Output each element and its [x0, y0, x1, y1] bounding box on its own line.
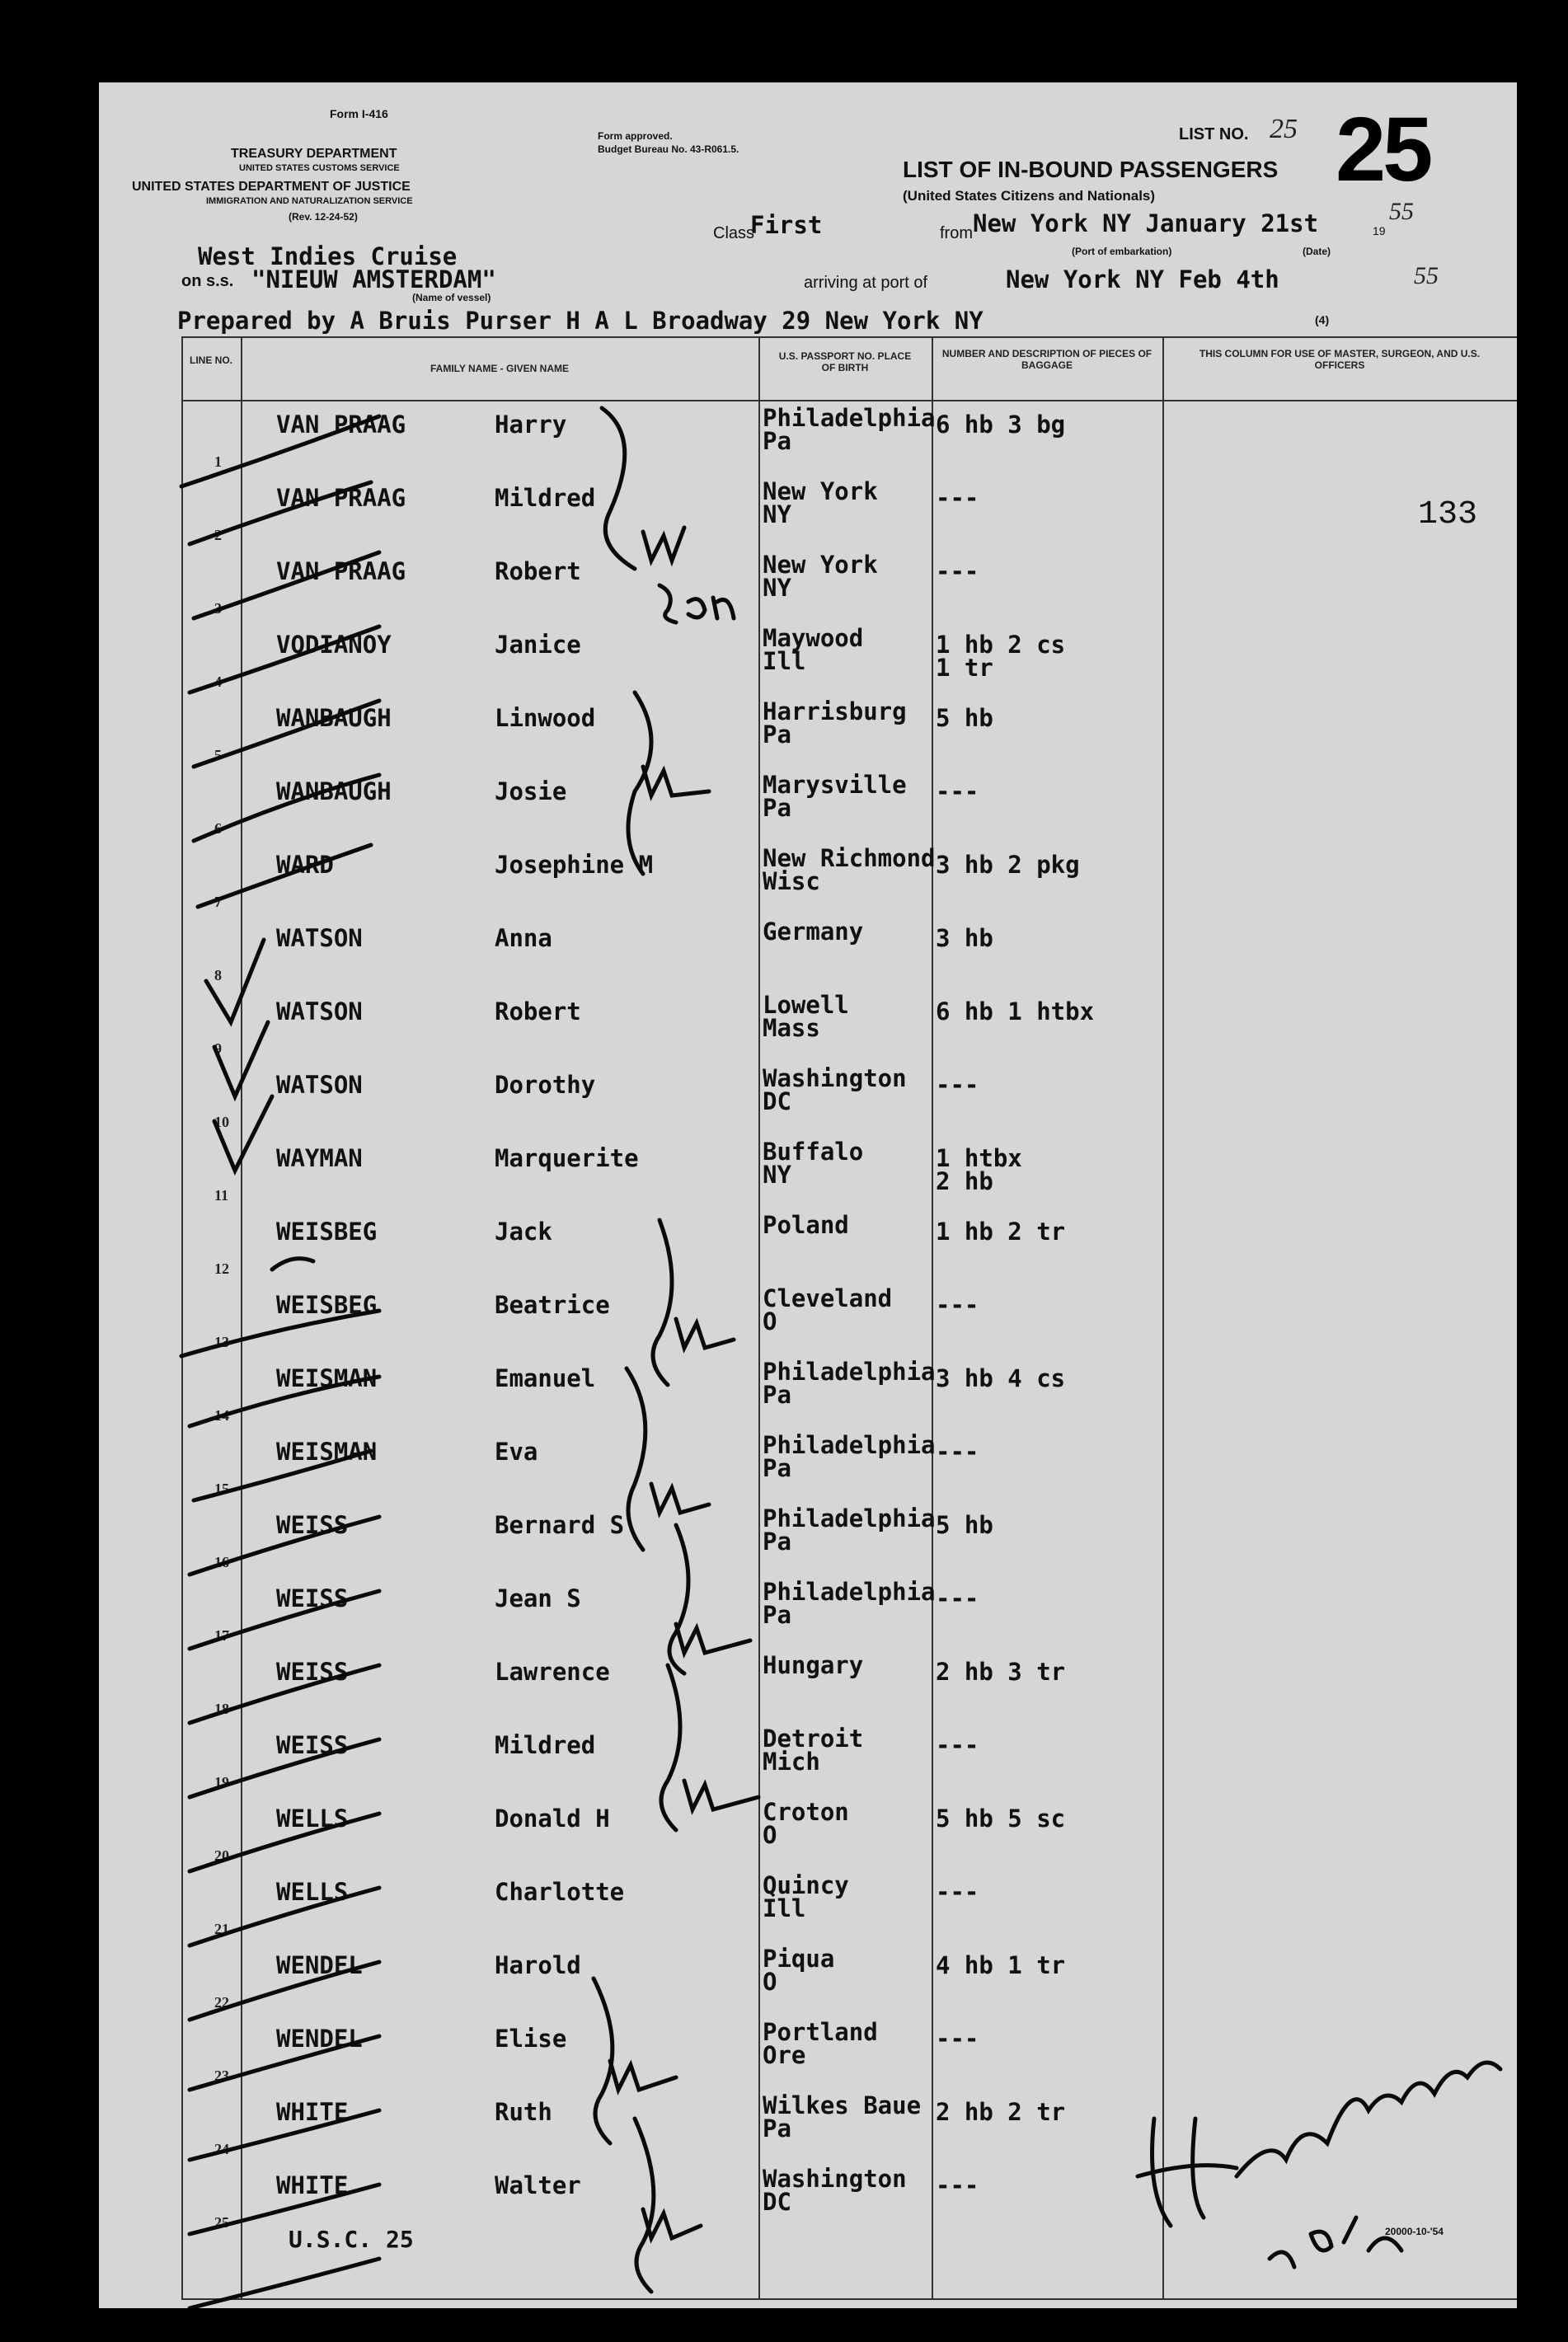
form-number: Form I-416 [330, 107, 388, 120]
line-number: 12 [214, 1260, 229, 1277]
birthplace-line2: Pa [763, 1454, 791, 1482]
birthplace-line1: New Richmond [763, 844, 936, 872]
birthplace-line1: Philadelphia [763, 1504, 936, 1532]
embarkation-value: New York NY January 21st [973, 209, 1319, 237]
family-name: VODIANOY [276, 631, 392, 659]
baggage-line1: --- [936, 484, 979, 512]
line-number: 5 [214, 747, 222, 763]
given-name: Jean S [495, 1584, 581, 1612]
line-number: 17 [214, 1627, 229, 1644]
family-name: VAN PRAAG [276, 411, 406, 439]
arrival-year: 55 [1414, 262, 1439, 289]
arriving-label: arriving at port of [804, 274, 928, 292]
baggage-line1: 2 hb 3 tr [936, 1658, 1066, 1686]
line-number: 15 [214, 1481, 229, 1497]
family-name: WENDEL [276, 1951, 363, 1979]
code-4: (4) [1315, 313, 1330, 326]
family-name: WATSON [276, 997, 363, 1026]
line-number: 10 [214, 1114, 229, 1130]
birthplace-line2: Mich [763, 1748, 820, 1776]
handwritten-annotations [99, 82, 1517, 2308]
birthplace-line1: Detroit [763, 1725, 864, 1753]
given-name: Janice [495, 631, 581, 659]
baggage-line1: 2 hb 2 tr [936, 2098, 1066, 2126]
baggage-line1: 3 hb 2 pkg [936, 851, 1080, 879]
baggage-line1: 6 hb 3 bg [936, 411, 1066, 439]
line-number: 24 [214, 2141, 229, 2157]
given-name: Beatrice [495, 1291, 610, 1319]
birthplace-line2: Pa [763, 1601, 791, 1629]
justice-dept: UNITED STATES DEPARTMENT OF JUSTICE [132, 180, 411, 194]
port-embarkation-label: (Port of embarkation) [1072, 246, 1172, 257]
given-name: Josie [495, 777, 567, 805]
birthplace-line1: Maywood [763, 624, 864, 652]
passenger-manifest-sheet [99, 82, 1517, 2308]
birthplace-line2: Mass [763, 1014, 820, 1042]
line-number: 18 [214, 1701, 229, 1717]
birthplace-line1: Buffalo [763, 1138, 864, 1166]
list-no-stamp: 25 [1336, 99, 1430, 200]
given-name: Lawrence [495, 1658, 610, 1686]
baggage-line1: --- [936, 2025, 979, 2053]
family-name: WATSON [276, 1071, 363, 1099]
budget-bureau: Budget Bureau No. 43-R061.5. [598, 143, 739, 155]
given-name: Donald H [495, 1805, 610, 1833]
given-name: Elise [495, 2025, 567, 2053]
vessel-label: (Name of vessel) [412, 292, 491, 303]
birthplace-line1: Piqua [763, 1945, 835, 1973]
given-name: Charlotte [495, 1878, 625, 1906]
birthplace-line1: New York [763, 551, 878, 579]
family-name: WENDEL [276, 2025, 363, 2053]
family-name: VAN PRAAG [276, 557, 406, 585]
birthplace-line1: Poland [763, 1211, 849, 1239]
birthplace-line2: DC [763, 1087, 791, 1115]
given-name: Eva [495, 1438, 538, 1466]
given-name: Walter [495, 2171, 581, 2199]
line-number: 14 [214, 1407, 229, 1424]
given-name: Robert [495, 557, 581, 585]
given-name: Jack [495, 1218, 552, 1246]
birthplace-line1: Hungary [763, 1651, 864, 1679]
birthplace-line2: Wisc [763, 867, 820, 895]
margin-number: 133 [1418, 496, 1478, 533]
baggage-line1: --- [936, 777, 979, 805]
family-name: WHITE [276, 2171, 349, 2199]
baggage-line1: --- [936, 1584, 979, 1612]
birthplace-line2: Ill [763, 647, 806, 675]
line-number: 19 [214, 1774, 229, 1791]
given-name: Marquerite [495, 1144, 639, 1172]
family-name: WEISS [276, 1584, 349, 1612]
class-label: Class [713, 224, 755, 242]
line-number: 21 [214, 1921, 229, 1937]
birthplace-line1: Quincy [763, 1871, 849, 1899]
line-number: 3 [214, 600, 222, 617]
given-name: Mildred [495, 1731, 596, 1759]
family-name: VAN PRAAG [276, 484, 406, 512]
birthplace-line1: Philadelphia [763, 1578, 936, 1606]
given-name: Anna [495, 924, 552, 952]
family-name: WANBAUGH [276, 704, 392, 732]
family-name: WEISMAN [276, 1364, 378, 1392]
footer-left: U.S.C. 25 [289, 2226, 414, 2253]
line-number: 1 [214, 453, 222, 470]
ins-service: IMMIGRATION AND NATURALIZATION SERVICE [206, 196, 413, 206]
date-label: (Date) [1303, 246, 1331, 257]
birthplace-line2: O [763, 1821, 777, 1849]
line-number: 9 [214, 1040, 222, 1057]
col-header-officers: THIS COLUMN FOR USE OF MASTER, SURGEON, AND U.S. OFFICERS [1199, 348, 1481, 371]
birthplace-line2: DC [763, 2188, 791, 2216]
birthplace-line1: Washington [763, 2165, 907, 2193]
cruise-name: West Indies Cruise [198, 242, 458, 270]
from-label: from [940, 224, 973, 242]
col-header-baggage: NUMBER AND DESCRIPTION OF PIECES OF BAGGAGE [941, 348, 1153, 371]
birthplace-line1: Wilkes Baue [763, 2091, 922, 2119]
vessel-name: "NIEUW AMSTERDAM" [251, 265, 496, 293]
baggage-line1: 4 hb 1 tr [936, 1951, 1066, 1979]
document-title: LIST OF IN-BOUND PASSENGERS [903, 157, 1279, 182]
birthplace-line1: Portland [763, 2018, 878, 2046]
family-name: WEISS [276, 1511, 349, 1539]
birthplace-line2: NY [763, 500, 791, 528]
birthplace-line2: Pa [763, 1528, 791, 1556]
baggage-line1: --- [936, 1071, 979, 1099]
birthplace-line2: Pa [763, 2114, 791, 2143]
line-number: 2 [214, 527, 222, 543]
col-header-name: FAMILY NAME - GIVEN NAME [430, 363, 570, 374]
birthplace-line2: O [763, 1968, 777, 1996]
given-name: Harold [495, 1951, 581, 1979]
birthplace-line1: Washington [763, 1064, 907, 1092]
given-name: Linwood [495, 704, 596, 732]
treasury-dept: TREASURY DEPARTMENT [231, 147, 397, 161]
given-name: Ruth [495, 2098, 552, 2126]
baggage-line1: 5 hb [936, 704, 993, 732]
on-ss-label: on s.s. [181, 272, 234, 290]
birthplace-line2: Ill [763, 1894, 806, 1922]
baggage-line1: --- [936, 557, 979, 585]
birthplace-line2: Pa [763, 1381, 791, 1409]
line-number: 11 [214, 1187, 229, 1204]
line-number: 4 [214, 674, 222, 690]
birthplace-line2: Pa [763, 794, 791, 822]
baggage-line1: 5 hb [936, 1511, 993, 1539]
family-name: WEISBEG [276, 1218, 378, 1246]
family-name: WELLS [276, 1878, 349, 1906]
birthplace-line1: New York [763, 477, 878, 505]
family-name: WEISS [276, 1658, 349, 1686]
birthplace-line1: Marysville [763, 771, 907, 799]
baggage-line1: 3 hb [936, 924, 993, 952]
birthplace-line2: NY [763, 574, 791, 602]
line-number: 20 [214, 1847, 229, 1864]
family-name: WHITE [276, 2098, 349, 2126]
birthplace-line1: Lowell [763, 991, 849, 1019]
arrival-value: New York NY Feb 4th [1006, 265, 1279, 293]
family-name: WEISS [276, 1731, 349, 1759]
birthplace-line1: Harrisburg [763, 697, 907, 725]
baggage-line1: --- [936, 1438, 979, 1466]
birthplace-line1: Germany [763, 918, 864, 946]
line-number: 25 [214, 2214, 229, 2231]
birthplace-line2: Pa [763, 720, 791, 749]
birthplace-line2: Ore [763, 2041, 806, 2069]
list-no-label: LIST NO. [1179, 125, 1249, 143]
family-name: WEISMAN [276, 1438, 378, 1466]
baggage-line1: 6 hb 1 htbx [936, 997, 1095, 1026]
list-no-handwritten: 25 [1270, 114, 1298, 144]
baggage-line1: --- [936, 2171, 979, 2199]
given-name: Josephine M [495, 851, 654, 879]
birthplace-line2: O [763, 1307, 777, 1335]
col-header-line: LINE NO. [189, 354, 232, 366]
birthplace-line1: Philadelphia [763, 1431, 936, 1459]
line-number: 8 [214, 967, 222, 983]
family-name: WELLS [276, 1805, 349, 1833]
baggage-line1: 3 hb 4 cs [936, 1364, 1066, 1392]
baggage-line2: 2 hb [936, 1167, 993, 1195]
document-subtitle: (United States Citizens and Nationals) [903, 188, 1156, 204]
birthplace-line2: NY [763, 1161, 791, 1189]
given-name: Robert [495, 997, 581, 1026]
footer-right: 20000-10-'54 [1385, 2226, 1444, 2237]
baggage-line1: --- [936, 1291, 979, 1319]
customs-service: UNITED STATES CUSTOMS SERVICE [239, 163, 400, 173]
baggage-line1: 1 htbx [936, 1144, 1022, 1172]
line-number: 7 [214, 894, 222, 910]
birthplace-line2: Pa [763, 427, 791, 455]
family-name: WATSON [276, 924, 363, 952]
given-name: Harry [495, 411, 567, 439]
class-value: First [750, 211, 823, 239]
birthplace-line1: Philadelphia [763, 1358, 936, 1386]
birthplace-line1: Cleveland [763, 1284, 893, 1312]
year-prefix: 19 [1373, 224, 1386, 237]
baggage-line1: --- [936, 1878, 979, 1906]
line-number: 6 [214, 820, 222, 837]
given-name: Bernard S [495, 1511, 625, 1539]
given-name: Mildred [495, 484, 596, 512]
baggage-line1: --- [936, 1731, 979, 1759]
given-name: Emanuel [495, 1364, 596, 1392]
baggage-line1: 1 hb 2 tr [936, 1218, 1066, 1246]
baggage-line1: 1 hb 2 cs [936, 631, 1066, 659]
line-number: 22 [214, 1994, 229, 2011]
form-approved: Form approved. [598, 130, 673, 142]
col-header-passport: U.S. PASSPORT NO. PLACE OF BIRTH [778, 350, 912, 373]
birthplace-line1: Philadelphia [763, 404, 936, 432]
prepared-by: Prepared by A Bruis Purser H A L Broadway 29 New York NY [177, 307, 984, 335]
line-number: 23 [214, 2067, 229, 2084]
baggage-line1: 5 hb 5 sc [936, 1805, 1066, 1833]
family-name: WEISBEG [276, 1291, 378, 1319]
family-name: WANBAUGH [276, 777, 392, 805]
year-handwritten: 55 [1389, 198, 1414, 225]
given-name: Dorothy [495, 1071, 596, 1099]
line-number: 16 [214, 1554, 229, 1570]
revision: (Rev. 12-24-52) [289, 211, 358, 223]
family-name: WAYMAN [276, 1144, 363, 1172]
baggage-line2: 1 tr [936, 654, 993, 682]
birthplace-line1: Croton [763, 1798, 849, 1826]
family-name: WARD [276, 851, 334, 879]
line-number: 13 [214, 1334, 229, 1350]
